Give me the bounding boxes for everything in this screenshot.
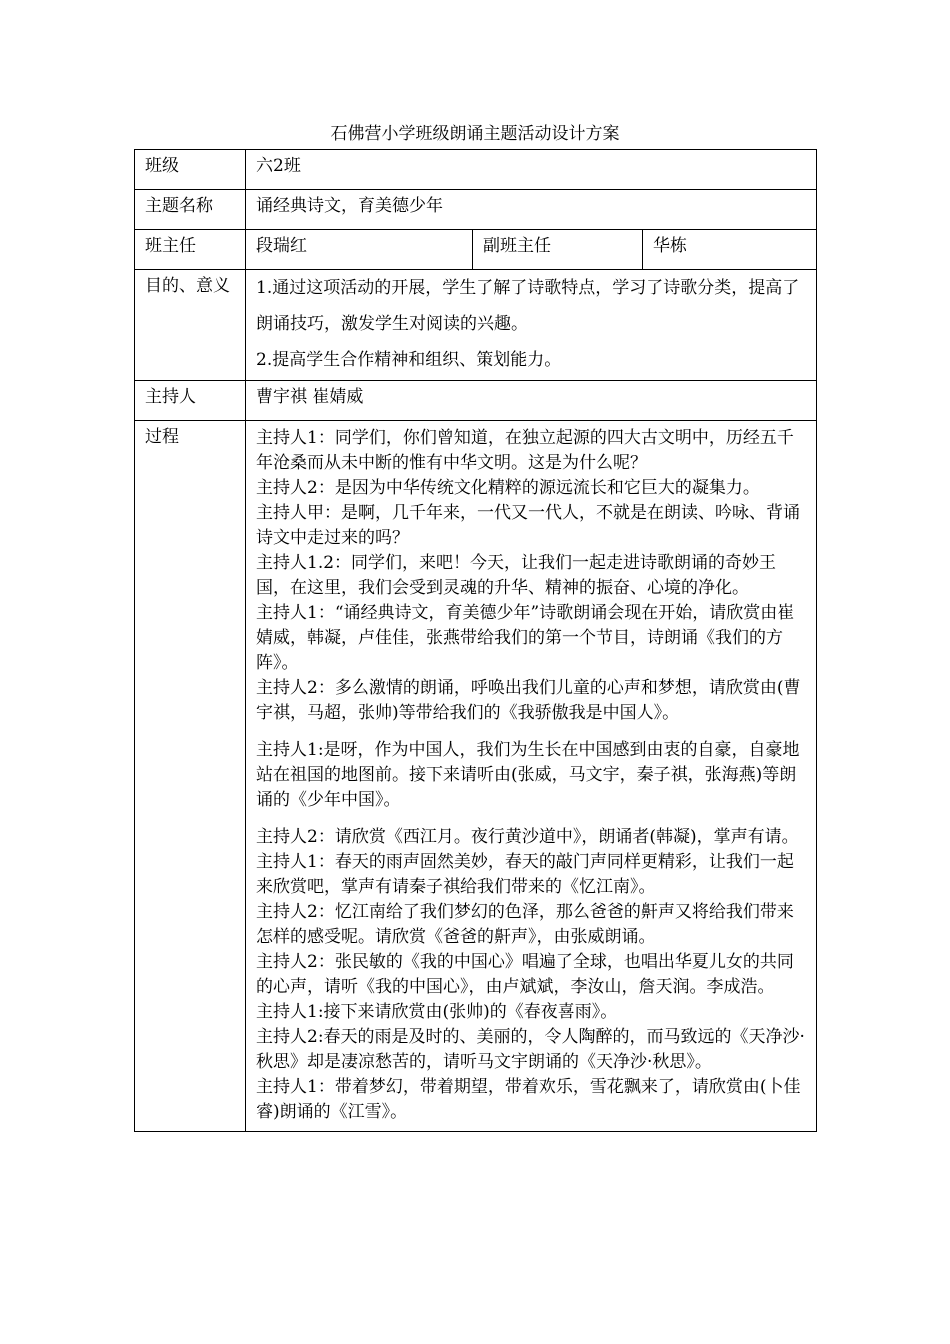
row-class bbox=[135, 150, 817, 190]
value-purpose bbox=[246, 270, 817, 381]
purpose-item: 2.提高学生合作精神和组织、策划能力。 bbox=[256, 350, 562, 370]
process-paragraph: 主持人1：“诵经典诗文，育美德少年”诗歌朗诵会现在开始，请欣赏由崔婧威，韩凝，卢佳佳，张燕带给我们的第一个节目，诗朗诵《我们的方阵》。 bbox=[256, 603, 795, 673]
process-paragraph: 主持人1：同学们，你们曾知道，在独立起源的四大古文明中，历经五千年沧桑而从未中断的惟有中华文明。这是为什么呢？ bbox=[256, 428, 794, 473]
row-purpose bbox=[135, 270, 817, 381]
value-class: 六2班 bbox=[246, 150, 817, 190]
document-title: 石佛营小学班级朗诵主题活动设计方案 bbox=[330, 124, 620, 144]
value-hosts: 曹宇祺 崔婧威 bbox=[246, 381, 817, 421]
value-process bbox=[246, 421, 817, 1132]
process-paragraph: 主持人1：带着梦幻，带着期望，带着欢乐，雪花飘来了，请欣赏由(卜佳睿)朗诵的《江雪》。 bbox=[256, 1077, 801, 1122]
process-paragraph: 主持人1:是呀，作为中国人，我们为生长在中国感到由衷的自豪，自豪地站在祖国的地图前。接下来请听由(张威，马文宇，秦子祺，张海燕)等朗诵的《少年中国》。 bbox=[256, 740, 800, 810]
process-paragraph: 主持人2：多么激情的朗诵，呼唤出我们儿童的心声和梦想，请欣赏由(曹宇祺，马超，张帅)等带给我们的《我骄傲我是中国人》。 bbox=[256, 678, 801, 723]
label-hosts: 主持人 bbox=[135, 381, 246, 421]
plan-table bbox=[134, 149, 817, 1132]
label-process: 过程 bbox=[135, 421, 246, 1132]
process-paragraph: 主持人2:春天的雨是及时的、美丽的，令人陶醉的，而马致远的《天净沙·秋思》却是凄凉愁苦的，请听马文宇朗诵的《天净沙·秋思》。 bbox=[256, 1027, 805, 1072]
row-hosts bbox=[135, 381, 817, 421]
process-paragraph: 主持人1：春天的雨声固然美妙，春天的敲门声同样更精彩，让我们一起来欣赏吧，掌声有请秦子祺给我们带来的《忆江南》。 bbox=[256, 852, 794, 897]
process-paragraph: 主持人2：张民敏的《我的中国心》唱遍了全球，也唱出华夏儿女的共同的心声，请听《我的中国心》，由卢斌斌，李汝山，詹天润。李成浩。 bbox=[256, 952, 794, 997]
row-teacher bbox=[135, 230, 817, 270]
purpose-item: 1.通过这项活动的开展，学生了解了诗歌特点，学习了诗歌分类，提高了朗诵技巧，激发学生对阅读的兴趣。 bbox=[256, 278, 800, 334]
process-paragraph: 主持人1.2：同学们，来吧！今天，让我们一起走进诗歌朗诵的奇妙王国，在这里，我们会受到灵魂的升华、精神的振奋、心境的净化。 bbox=[256, 553, 777, 598]
value-teacher: 段瑞红 bbox=[246, 230, 473, 270]
label-vice-teacher: 副班主任 bbox=[473, 230, 643, 270]
row-process bbox=[135, 421, 817, 1132]
row-theme bbox=[135, 190, 817, 230]
label-teacher: 班主任 bbox=[135, 230, 246, 270]
process-paragraph: 主持人2：请欣赏《西江月。夜行黄沙道中》，朗诵者(韩凝)，掌声有请。 bbox=[256, 827, 799, 847]
process-paragraph: 主持人1:接下来请欣赏由(张帅)的《春夜喜雨》。 bbox=[256, 1002, 618, 1022]
process-paragraph: 主持人甲：是啊，几千年来，一代又一代人，不就是在朗读、吟咏、背诵诗文中走过来的吗？ bbox=[256, 503, 800, 548]
label-purpose: 目的、意义 bbox=[135, 270, 246, 381]
process-paragraph: 主持人2：忆江南给了我们梦幻的色泽，那么爸爸的鼾声又将给我们带来怎样的感受呢。请欣赏《爸爸的鼾声》，由张威朗诵。 bbox=[256, 902, 794, 947]
value-vice-teacher: 华栋 bbox=[643, 230, 817, 270]
label-class: 班级 bbox=[135, 150, 246, 190]
value-theme: 诵经典诗文，育美德少年 bbox=[246, 190, 817, 230]
label-theme: 主题名称 bbox=[135, 190, 246, 230]
process-paragraph: 主持人2：是因为中华传统文化精粹的源远流长和它巨大的凝集力。 bbox=[256, 478, 760, 498]
